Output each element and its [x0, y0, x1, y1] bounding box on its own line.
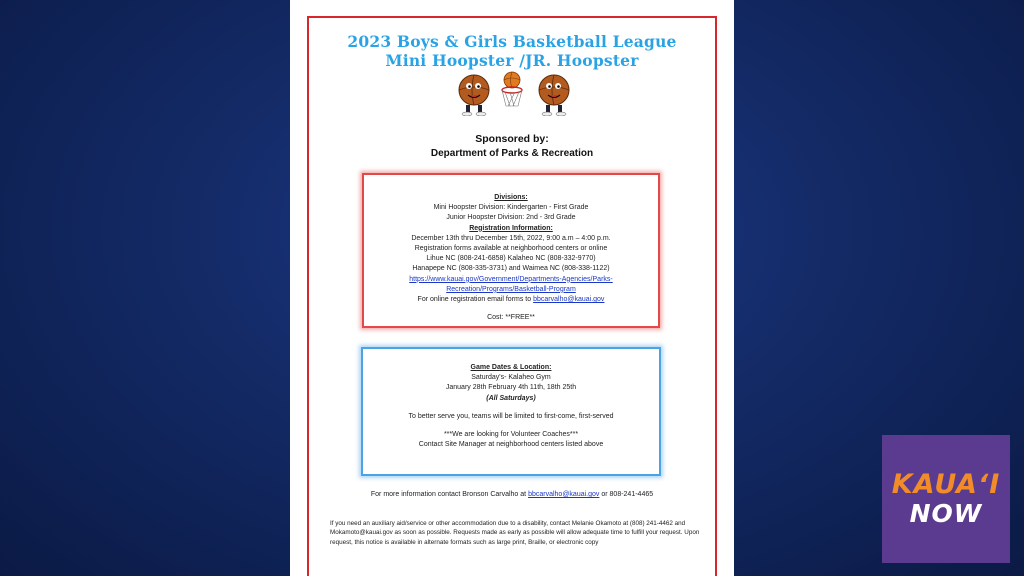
centers-line-1: Lihue NC (808-241-6858) Kalaheo NC (808-332-9770): [426, 255, 596, 263]
more-info-line: [290, 491, 734, 498]
flyer-subtitle: Mini Hoopster /JR. Hoopster: [385, 51, 639, 70]
kauai-now-logo: [882, 435, 1010, 563]
contact-phone: or 808-241-4465: [601, 491, 654, 498]
flyer-title: 2023 Boys & Girls Basketball League: [347, 32, 677, 51]
more-info-prefix: For more information contact Bronson Carvalho at: [370, 491, 527, 498]
game-location: Saturday's- Kalaheo Gym: [471, 374, 551, 382]
logo-now-text: NOW: [909, 499, 983, 528]
centers-line-2: Hanapepe NC (808-335-3731) and Waimea NC (808-338-1122): [412, 265, 610, 273]
mini-division: Mini Hoopster Division: Kindergarten - First Grade: [433, 204, 589, 212]
logo-kauai-text: KAUAʻI: [891, 469, 1001, 500]
registration-dates: December 13th thru December 15th, 2022, 9:00 a.m – 4:00 p.m.: [411, 234, 611, 242]
program-url-link-cont[interactable]: Recreation/Programs/Basketball-Program: [446, 285, 576, 293]
sponsored-by-label: Sponsored by:: [475, 133, 549, 145]
email-line: [364, 295, 658, 305]
sponsor-name: Department of Parks & Recreation: [430, 148, 594, 159]
game-dates: January 28th February 4th 11th, 18th 25th: [445, 384, 577, 392]
game-dates-note: (All Saturdays): [486, 394, 536, 402]
game-dates-box: [361, 347, 661, 476]
flyer-page: [290, 0, 734, 576]
game-dates-heading: Game Dates & Location:: [470, 364, 552, 371]
program-url-link[interactable]: https://www.kauai.gov/Government/Departments-Agencies/Parks-: [409, 275, 613, 283]
accessibility-notice: If you need an auxiliary aid/service or other accommodation due to a disability, contact Melanie Okamoto at (808) 241-4462 and Mokamoto@kauai.gov as soon as possible. Requests made as early as possible will allow adequate time to fulfill your request. Upon request, this notice is available in alternate formats such as large print, Braille, or electronic copy: [330, 520, 700, 546]
email-prefix: For online registration email forms to: [417, 296, 532, 304]
cost-text: Cost: **FREE**: [487, 314, 535, 322]
basketball-mascots-icon: [450, 70, 580, 116]
team-limit-text: To better serve you, teams will be limited to first-come, first-served: [408, 412, 614, 420]
volunteer-coaches-text: ***We are looking for Volunteer Coaches***: [443, 431, 579, 439]
registration-forms: Registration forms available at neighborhood centers or online: [414, 245, 608, 253]
junior-division: Junior Hoopster Division: 2nd - 3rd Grade: [446, 214, 576, 222]
registration-email-link[interactable]: bbcarvalho@kauai.gov: [533, 296, 605, 304]
registration-heading: Registration Information:: [469, 224, 553, 232]
divisions-heading: Divisions:: [494, 194, 528, 201]
contact-email-link[interactable]: bbcarvalho@kauai.gov: [528, 491, 600, 498]
contact-site-manager-text: Contact Site Manager at neighborhood centers listed above: [418, 441, 604, 449]
registration-box: [362, 173, 660, 328]
